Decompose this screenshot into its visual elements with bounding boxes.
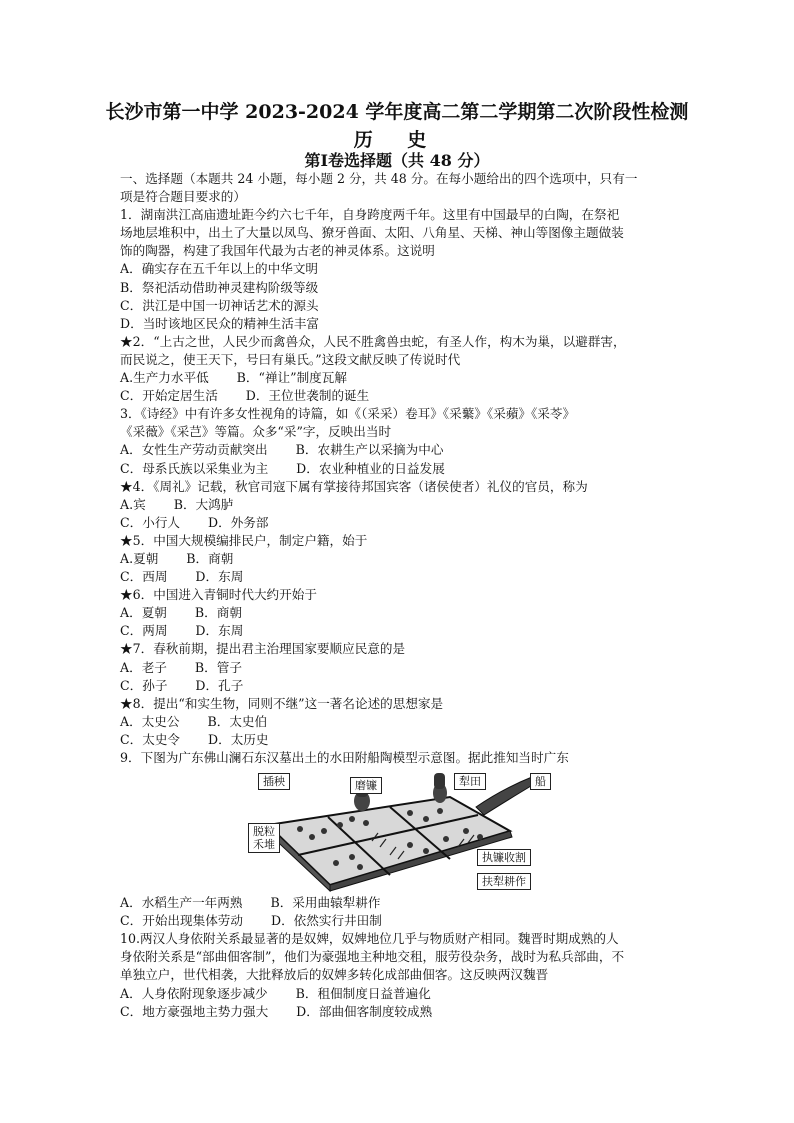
option-a: A.生产力水平低 (120, 370, 209, 386)
subject-title: 历 史 (353, 129, 441, 151)
option-row (120, 677, 680, 695)
option-c: C．西周 (120, 569, 168, 585)
option-b: B．大鸿胪 (173, 496, 234, 512)
exam-title: 长沙市第一中学 2023-2024 学年度高二第二学期第二次阶段性检测 (105, 101, 689, 123)
intro-line: 项是符合题目要求的） (120, 189, 246, 205)
option-a: A．老子 (120, 659, 167, 675)
label-threshing-stacking (248, 823, 280, 853)
option-row (120, 1003, 680, 1021)
question-7 (120, 640, 680, 694)
intro-line: 一、选择题（本题共 24 小题，每小题 2 分，共 48 分。在每小题给出的四个选项中，只有一 (120, 171, 638, 186)
option-row (120, 604, 680, 622)
option-c: C．孙子 (120, 677, 168, 693)
question-10 (120, 930, 680, 1020)
option-a: A．人身依附现象逐步减少 (120, 985, 268, 1001)
question-9 (120, 749, 680, 930)
question-3 (120, 405, 680, 477)
option-row (120, 441, 680, 459)
option-b: B．商朝 (194, 605, 242, 621)
option-row (120, 387, 680, 405)
question-stem: 3．《诗经》中有许多女性视角的诗篇，如《（采采）卷耳》《采蘩》《采蘋》《采苓》 (120, 406, 576, 422)
option-d: D．王位世袭制的诞生 (245, 388, 370, 404)
option-a: A．夏朝 (120, 605, 167, 621)
option-a: A.夏朝 (120, 550, 159, 566)
label-line: 禾堆 (253, 838, 275, 852)
option-b: B．租佃制度日益普遍化 (295, 985, 431, 1001)
section-title: 第Ⅰ卷选择题（共 48 分） (304, 151, 490, 170)
option-row (120, 550, 680, 568)
question-stem: 1．湖南洪江高庙遗址距今约六七千年，自身跨度两千年。这里有中国最早的白陶，在祭祀 (120, 207, 620, 223)
option-a: A．太史公 (120, 713, 180, 729)
option-row (120, 659, 680, 677)
option-a: A.宾 (120, 496, 146, 512)
option-c: C．地方豪强地主势力强大 (120, 1003, 269, 1019)
option-c: C．开始定居生活 (120, 388, 218, 404)
option-row (120, 568, 680, 586)
option-row (120, 369, 680, 387)
option-d: D．外务部 (208, 514, 269, 530)
question-stem: ★6．中国进入青铜时代大约开始于 (120, 587, 317, 603)
option-a: A．女性生产劳动贡献突出 (120, 442, 268, 458)
question-stem: 10.两汉人身依附关系最显著的是奴婢，奴婢地位几乎与物质财产相同。魏晋时期成熟的人 (120, 931, 619, 947)
label-harvesting: 执镰收割 (477, 849, 531, 866)
option-d: D．部曲佃客制度较成熟 (296, 1003, 433, 1019)
option-b: B．商朝 (186, 550, 234, 566)
option-row (120, 985, 680, 1003)
question-5 (120, 532, 680, 586)
question-6 (120, 586, 680, 640)
option-d: D．东周 (195, 569, 244, 585)
option-c: C．太史令 (120, 731, 181, 747)
question-stem: 身依附关系是“部曲佃客制”，他们为豪强地主种地交租，服劳役杂务，战时为私兵部曲，不 (120, 949, 625, 965)
option-b: B．太史伯 (207, 713, 268, 729)
option-c: C．两周 (120, 623, 168, 639)
option-row (120, 912, 680, 930)
question-stem: 而民说之，使王天下，号曰有巢氏。”这段文献反映了传说时代 (120, 351, 461, 367)
question-stem: 场地层堆积中，出土了大量以凤鸟、獠牙兽面、太阳、八角星、天梯、神山等图像主题做装 (120, 225, 624, 241)
option-d: D．当时该地区民众的精神生活丰富 (120, 315, 320, 331)
label-line: 脱粒 (253, 825, 275, 839)
question-8 (120, 695, 680, 749)
label-boat: 船 (530, 773, 551, 790)
option-d: D．太历史 (208, 731, 269, 747)
option-b: B．祭祀活动借助神灵建构阶级等级 (120, 279, 319, 295)
question-stem: 饰的陶器，构建了我国年代最为古老的神灵体系。这说明 (120, 243, 435, 259)
question-stem: ★5．中国大规模编排民户，制定户籍，始于 (120, 532, 368, 548)
question-2 (120, 333, 680, 405)
question-1 (120, 206, 680, 333)
option-d: D．东周 (195, 623, 244, 639)
option-a: A．确实存在五千年以上的中华文明 (120, 261, 319, 277)
question-stem: ★2．“上古之世，人民少而禽兽众，人民不胜禽兽虫蛇，有圣人作，构木为巢，以避群害， (120, 333, 626, 349)
option-b: B．管子 (194, 659, 242, 675)
option-d: D．农业种植业的日益发展 (296, 460, 445, 476)
question-stem: ★8．提出“和实生物，同则不继”这一著名论述的思想家是 (120, 695, 444, 711)
option-row (120, 514, 680, 532)
question-content (120, 170, 680, 1021)
option-c: C．母系氏族以采集业为主 (120, 460, 269, 476)
question-stem: ★7．春秋前期，提出君主治理国家要顺应民意的是 (120, 641, 406, 657)
question-stem: 9．下图为广东佛山澜石东汉墓出土的水田附船陶模型示意图。据此推知当时广东 (120, 750, 569, 765)
option-d: D．依然实行井田制 (270, 913, 382, 929)
option-a: A．水稻生产一年两熟 (120, 895, 243, 911)
label-plowing-field: 犁田 (454, 773, 486, 790)
label-sharpening-sickle: 磨镰 (350, 777, 382, 794)
option-c: C．开始出现集体劳动 (120, 913, 243, 929)
option-b: B．“禅让”制度瓦解 (236, 370, 347, 386)
option-row (120, 713, 680, 731)
pottery-model-figure (120, 767, 680, 894)
option-b: B．农耕生产以采摘为中心 (295, 442, 444, 458)
option-c: C．小行人 (120, 514, 181, 530)
label-plowing: 扶犁耕作 (477, 873, 531, 890)
question-stem: 《采薇》《采芑》等篇。众多“采”字，反映出当时 (120, 424, 392, 440)
label-transplanting: 插秧 (258, 773, 290, 790)
option-b: B．采用曲辕犁耕作 (270, 895, 381, 911)
option-row (120, 460, 680, 478)
option-row (120, 496, 680, 514)
option-row (120, 731, 680, 749)
option-c: C．洪江是中国一切神话艺术的源头 (120, 297, 319, 313)
option-row (120, 894, 680, 912)
option-row (120, 622, 680, 640)
question-stem: 单独立户，世代相袭，大批释放后的奴婢多转化成部曲佃客。这反映两汉魏晋 (120, 967, 549, 983)
question-stem: ★4．《周礼》记载，秋官司寇下属有掌接待邦国宾客（诸侯使者）礼仪的官员，称为 (120, 478, 588, 494)
question-4 (120, 478, 680, 532)
option-d: D．孔子 (195, 677, 244, 693)
